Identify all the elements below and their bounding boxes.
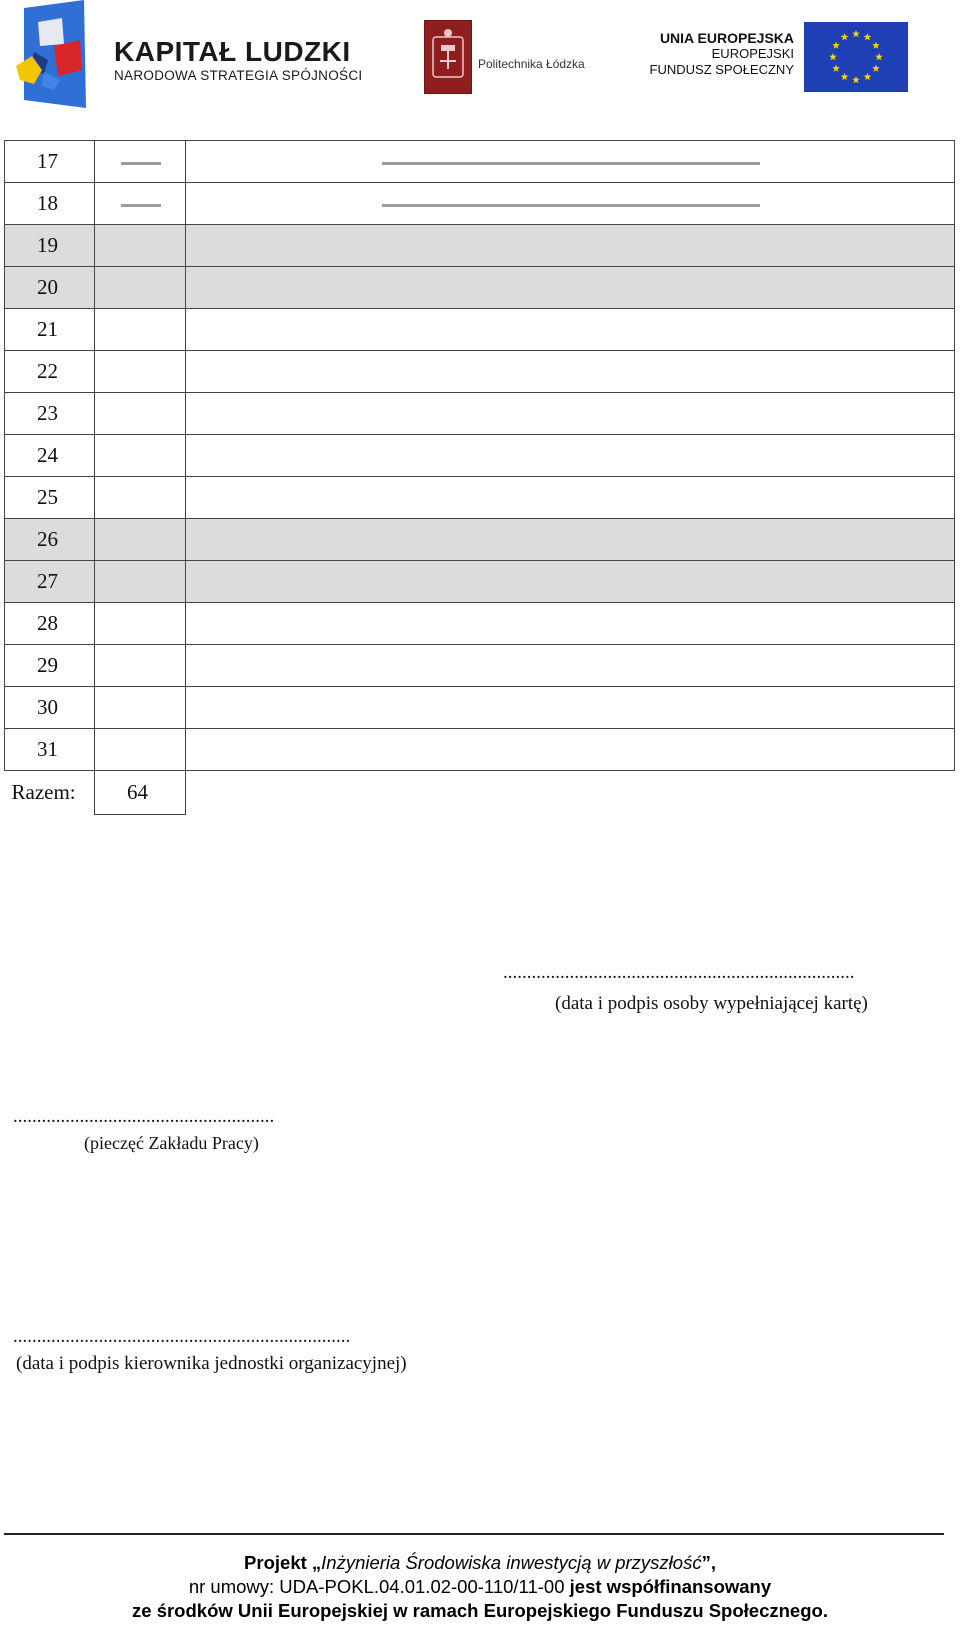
notes-cell — [186, 267, 955, 309]
footer-cofinanced: jest współfinansowany — [569, 1576, 772, 1597]
notes-cell — [186, 519, 955, 561]
hours-cell — [95, 309, 186, 351]
manager-signature-caption: (data i podpis kierownika jednostki organizacyjnej) — [16, 1353, 407, 1374]
manager-signature-dots: ....................................................................... — [13, 1326, 351, 1347]
notes-cell — [186, 309, 955, 351]
table-row — [5, 351, 955, 393]
day-number-cell: 29 — [5, 645, 95, 687]
day-number-cell: 28 — [5, 603, 95, 645]
day-number-cell: 20 — [5, 267, 95, 309]
eu-line1: UNIA EUROPEJSKA — [659, 30, 794, 46]
page-header — [0, 0, 960, 118]
table-row — [5, 687, 955, 729]
notes-cell — [186, 393, 955, 435]
crest-emblem-icon — [425, 21, 471, 93]
days-table-body — [5, 141, 955, 771]
notes-cell — [186, 351, 955, 393]
politechnika-name: Politechnika Łódzka — [478, 57, 585, 71]
hours-cell — [95, 351, 186, 393]
hours-cell — [95, 393, 186, 435]
notes-dash — [382, 162, 760, 165]
notes-cell — [186, 561, 955, 603]
eu-text — [648, 30, 794, 78]
hours-cell — [95, 519, 186, 561]
notes-cell — [186, 729, 955, 771]
hours-cell — [95, 141, 186, 183]
table-row — [5, 393, 955, 435]
hours-cell — [95, 687, 186, 729]
hours-cell — [95, 225, 186, 267]
day-number-cell: 31 — [5, 729, 95, 771]
filler-signature-dots: .......................................................................... — [503, 962, 855, 983]
eu-line3: FUNDUSZ SPOŁECZNY — [649, 62, 794, 77]
total-empty-cell — [186, 771, 955, 815]
total-value: 64 — [95, 771, 186, 815]
footer-project-title: Inżynieria Środowiska inwestycją w przyszłość — [321, 1552, 702, 1573]
stamp-caption: (pieczęć Zakładu Pracy) — [84, 1133, 259, 1153]
notes-cell — [186, 645, 955, 687]
footer-line1-prefix: Projekt „ — [244, 1552, 322, 1573]
day-number-cell: 17 — [5, 141, 95, 183]
table-row — [5, 603, 955, 645]
table-row — [5, 645, 955, 687]
hours-cell — [95, 603, 186, 645]
day-number-cell: 22 — [5, 351, 95, 393]
footer-line1-suffix: ”, — [701, 1552, 716, 1573]
notes-cell — [186, 603, 955, 645]
footer-contract-number: nr umowy: UDA-POKL.04.01.02-00-110/11-00 — [188, 1576, 570, 1597]
hours-cell — [95, 477, 186, 519]
days-table — [4, 140, 955, 815]
day-number-cell: 26 — [5, 519, 95, 561]
kapital-ludzki-title: KAPITAŁ LUDZKI — [114, 36, 351, 67]
hours-cell — [95, 183, 186, 225]
hours-cell — [95, 267, 186, 309]
day-number-cell: 23 — [5, 393, 95, 435]
hours-cell — [95, 645, 186, 687]
notes-dash — [382, 204, 760, 207]
table-row — [5, 477, 955, 519]
table-row — [5, 267, 955, 309]
kapital-ludzki-text — [114, 38, 362, 83]
eu-line2: EUROPEJSKI — [711, 46, 794, 61]
footer-line1 — [0, 1551, 960, 1575]
notes-cell — [186, 477, 955, 519]
eu-flag-icon — [804, 22, 908, 92]
table-row — [5, 729, 955, 771]
politechnika-crest-icon — [424, 20, 472, 94]
notes-cell — [186, 183, 955, 225]
hours-dash — [121, 204, 161, 207]
table-row — [5, 309, 955, 351]
hours-cell — [95, 561, 186, 603]
stamp-dots: ....................................................... — [13, 1106, 275, 1127]
table-row — [5, 561, 955, 603]
page-footer — [0, 1551, 960, 1623]
table-row — [5, 225, 955, 267]
footer-divider — [4, 1533, 944, 1535]
footer-line2 — [0, 1575, 960, 1599]
footer-line3: ze środków Unii Europejskiej w ramach Europejskiego Funduszu Społecznego. — [132, 1600, 828, 1621]
table-row — [5, 141, 955, 183]
table-row — [5, 435, 955, 477]
day-number-cell: 18 — [5, 183, 95, 225]
day-number-cell: 27 — [5, 561, 95, 603]
day-number-cell: 24 — [5, 435, 95, 477]
day-number-cell: 21 — [5, 309, 95, 351]
day-number-cell: 30 — [5, 687, 95, 729]
total-row — [5, 771, 955, 815]
notes-cell — [186, 687, 955, 729]
kapital-ludzki-logo-icon — [14, 0, 88, 112]
total-label: Razem: — [11, 780, 76, 805]
day-number-cell: 19 — [5, 225, 95, 267]
table-row — [5, 183, 955, 225]
day-number-cell: 25 — [5, 477, 95, 519]
notes-cell — [186, 225, 955, 267]
table-row — [5, 519, 955, 561]
hours-cell — [95, 729, 186, 771]
hours-dash — [121, 162, 161, 165]
notes-cell — [186, 435, 955, 477]
filler-signature-caption: (data i podpis osoby wypełniającej kartę) — [555, 993, 868, 1014]
notes-cell — [186, 141, 955, 183]
hours-cell — [95, 435, 186, 477]
kapital-ludzki-subtitle: NARODOWA STRATEGIA SPÓJNOŚCI — [114, 68, 363, 83]
